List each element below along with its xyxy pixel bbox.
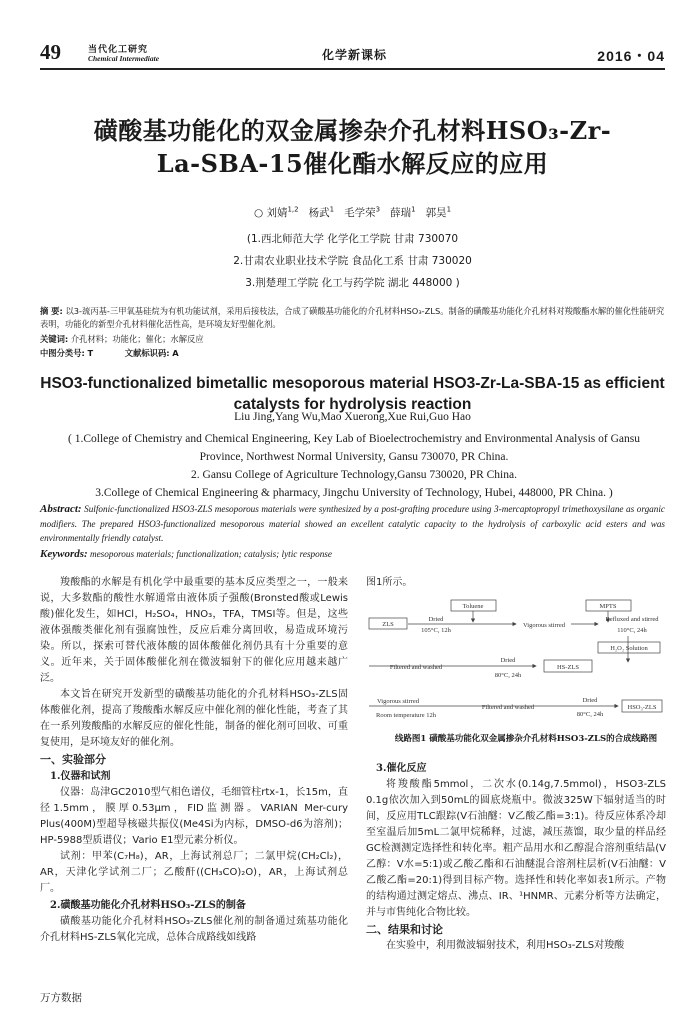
body-left-column bbox=[40, 575, 348, 946]
keywords-en bbox=[40, 548, 665, 560]
scheme-label: HSO₃-ZLS bbox=[627, 704, 657, 711]
author-marker: ○ bbox=[253, 207, 267, 219]
affiliation-en-1: ( 1.College of Chemistry and Chemical Engineering, Key Lab of Bioelectrochemistry and Environmental Analysis of Gansu bbox=[68, 433, 640, 445]
affiliation-cn-3: 3.荆楚理工学院 化工与药学院 湖北 448000 ) bbox=[245, 277, 460, 289]
keywords-en-text: mesoporous materials; functionalization; catalysis; lytic response bbox=[89, 549, 332, 559]
scheme-label: ZLS bbox=[382, 621, 394, 628]
affiliation-en-3: 3.College of Chemical Engineering & pharmacy, Jingchu University of Technology, Hubei, 448000, PR China. ) bbox=[95, 487, 613, 499]
authors-cn bbox=[40, 205, 665, 220]
scheme-label: Vigorous stirred bbox=[522, 622, 566, 629]
affiliation-cn-2: 2.甘肃农业职业技术学院 食品化工系 甘肃 730020 bbox=[233, 255, 472, 267]
intro-paragraph-2: 本文旨在研究开发新型的磺酸基功能化的介孔材料HSO₃-ZLS固体酸催化剂，提高了羧酸酯水解反应中催化剂的催化性能，考查了其在一系列羧酸酯的水解反应的催化性能，制备的催化剂可回收、可重复使用，是环境友好的催化剂。 bbox=[40, 689, 348, 748]
scheme-label: Vigorous stirred bbox=[376, 698, 420, 705]
scheme-diagram bbox=[366, 598, 666, 728]
abstract-cn bbox=[40, 305, 665, 331]
subsection-heading-1-2: 2.磺酸基功能化介孔材料HSO₃-ZLS的制备 bbox=[50, 900, 246, 911]
keywords-cn-text: 介孔材料；功能化；催化；水解反应 bbox=[70, 334, 204, 344]
scheme-label: Dried bbox=[428, 616, 444, 623]
author-name: 薛瑞 bbox=[390, 207, 412, 219]
scheme-label: H₂O₂ Solution bbox=[610, 645, 648, 652]
doc-label: 文献标识码: bbox=[124, 348, 170, 358]
subsection-heading-1-3: 3.催化反应 bbox=[376, 763, 427, 774]
body-right-column bbox=[366, 760, 666, 954]
scheme-label: Room temperature 12h bbox=[376, 712, 436, 719]
issue-label: 2016・04 bbox=[597, 48, 665, 64]
title-cn-line1: 磺酸基功能化的双金属掺杂介孔材料HSO₃-Zr- bbox=[93, 116, 612, 145]
author-sup: 1,2 bbox=[287, 205, 299, 214]
affiliation-en-2: 2. Gansu College of Agriculture Technology,Gansu 730020, PR China. bbox=[191, 469, 517, 481]
title-cn-line2: La-SBA-15催化酯水解反应的应用 bbox=[156, 149, 549, 178]
reagents-paragraph: 试剂：甲苯(C₇H₈)，AR，上海试剂总厂；二氯甲烷(CH₂Cl₂)，AR，天津化学试剂二厂；乙酸酐((CH₃CO)₂O)，AR，上海试剂总厂。 bbox=[40, 851, 348, 894]
affiliation-cn-1: (1.西北师范大学 化学化工学院 甘肃 730070 bbox=[246, 233, 459, 245]
authors-en: Liu Jing,Yang Wu,Mao Xuerong,Xue Rui,Guo Hao bbox=[234, 411, 471, 423]
title-cn bbox=[40, 114, 665, 180]
keywords-en-label: Keywords: bbox=[40, 548, 88, 560]
journal-name-cn: 当代化工研究 bbox=[88, 45, 149, 55]
scheme-label: Dried bbox=[500, 657, 516, 664]
scheme-label: Refluxed and stirred bbox=[605, 616, 659, 623]
scheme-label: 80°C, 24h bbox=[576, 711, 604, 718]
scheme-label: 105°C, 12h bbox=[421, 627, 451, 634]
page-number: 49 bbox=[40, 40, 61, 64]
author-sup: 3 bbox=[375, 205, 381, 214]
author-sup: 1 bbox=[411, 205, 416, 214]
page-header bbox=[40, 40, 665, 66]
clc-label: 中图分类号: bbox=[40, 348, 85, 358]
section-name: 化学新课标 bbox=[322, 48, 388, 62]
abstract-en bbox=[40, 502, 665, 546]
abstract-en-label: Abstract: bbox=[40, 503, 82, 515]
figure-intro: 图1所示。 bbox=[366, 577, 413, 588]
figure-caption: 线路图1 磺酸基功能化双金属掺杂介孔材料HSO3-ZLS的合成线路图 bbox=[394, 734, 658, 744]
abstract-cn-text: 以3-巯丙基-三甲氧基硅烷为有机功能试剂，采用后接枝法，合成了磺酸基功能化的介孔材料HSO₃-ZLS。制备的磺酸基功能化介孔材料对羧酸酯水解的催化性能研究表明，功能化的新型介孔材料催化活性高，是环境友好型催化剂。 bbox=[40, 306, 665, 329]
author-name: 杨武 bbox=[308, 207, 330, 219]
author-name: 刘婧 bbox=[266, 207, 288, 219]
scheme-label: HS-ZLS bbox=[556, 664, 580, 671]
preparation-paragraph: 磺酸基功能化介孔材料HSO₃-ZLS催化剂的制备通过巯基功能化介孔材料HS-ZLS氧化完成，总体合成路线如线路 bbox=[40, 916, 348, 943]
author-sup: 1 bbox=[329, 205, 335, 214]
footer-watermark: 万方数据 bbox=[40, 992, 82, 1004]
reaction-paragraph: 将羧酸酯5mmol，二次水(0.14g,7.5mmol)，HSO3-ZLS 0.1g依次加入到50mL的圆底烧瓶中。微波325W下辐射适当的时间，反应用TLC跟踪(V石油醚：V乙酸乙酯=3:1)。待反应体系冷却至室温后加5mL二氯甲烷稀释，过滤，减压蒸馏，取少量的样品经GC检测测定选择性和转化率。粗产品用水和乙醇混合溶剂重结晶(V乙醇：V水=5:1)或乙酸乙酯和石油醚混合溶剂柱层析(V石油醚：V乙酸乙酯=20:1)得到目标产物。选择性和转化率如表1所示。产物的结构通过测定熔点、沸点、IR、¹HNMR、元素分析等方法确定，并与市售纯化合物比较。 bbox=[366, 779, 666, 918]
synthesis-scheme bbox=[366, 598, 666, 728]
scheme-label: 80°C, 24h bbox=[494, 672, 522, 679]
scheme-label: Dried bbox=[582, 697, 598, 704]
scheme-label: MPTS bbox=[599, 603, 617, 610]
author-name: 郭昊 bbox=[425, 207, 447, 219]
clc-value: T bbox=[87, 348, 94, 358]
journal-name-en: Chemical Intermediate bbox=[88, 54, 160, 63]
scheme-label: Toluene bbox=[462, 603, 484, 610]
header-rule bbox=[40, 68, 665, 70]
abstract-en-text: Sulfonic-functionalized HSO3-ZLS mesoporous materials were synthesized by a post-grafting procedure using 3-mercaptopropyl trimethoxysilane as organic modifiers. The prepared HSO3-functionalized mesoporous material showed an excellent catalytic capacity to the hydrolysis of carboxylic acid esters and was environmentally friendly catalyst. bbox=[40, 504, 665, 543]
keywords-cn bbox=[40, 333, 665, 346]
instruments-paragraph: 仪器：岛津GC2010型气相色谱仪，毛细管柱rtx-1，长15m，直径1.5mm，膜厚0.53μm，FID监测器。VARIAN Mer-cury Plus(400M)型超导核磁共振仪(Me4Si为内标，DMSO-d6为溶剂)；HP-5988型质谱仪；Vario E1型元素分析仪。 bbox=[40, 787, 348, 846]
subsection-heading-1-1: 1.仪器和试剂 bbox=[50, 771, 111, 782]
results-paragraph: 在实验中，利用微波辐射技术，利用HSO₃-ZLS对羧酸 bbox=[386, 940, 625, 951]
scheme-label: Filtered and washed bbox=[481, 704, 535, 711]
author-name: 毛学荣 bbox=[344, 207, 376, 219]
section-heading-2: 二、结果和讨论 bbox=[366, 923, 443, 936]
classification-cn bbox=[40, 347, 665, 360]
affiliations-en bbox=[44, 430, 664, 502]
section-heading-1: 一、实验部分 bbox=[40, 753, 106, 766]
keywords-cn-label: 关键词: bbox=[40, 334, 69, 344]
title-en-line1: HSO3-functionalized bimetallic mesoporous material HSO3-Zr-La-SBA-15 as efficient bbox=[40, 375, 665, 392]
title-en bbox=[40, 373, 665, 415]
intro-paragraph-1: 羧酸酯的水解是有机化学中最重要的基本反应类型之一，一般来说，大多数酯的酸性水解通常由液体质子强酸(Bronsted酸或Lewis酸)催化发生，如HCl，H₂SO₄，HNO₃，TFA，TMSI等。但是，这些液体强酸类催化剂有强腐蚀性，反应后难分离回收，易造成环境污染。所以，探索可替代液体酸的固体酸催化剂仍具有十分重要的意义。近年来，关于固体酸催化剂在微波辐射下的催化应用越来越广泛。 bbox=[40, 577, 348, 684]
scheme-label: 110°C, 24h bbox=[617, 627, 647, 634]
title-en-line2: catalysts for hydrolysis reaction bbox=[233, 396, 472, 413]
affiliation-en-1b: Province, Northwest Normal University, Gansu 730070, PR China. bbox=[199, 451, 509, 463]
doc-value: A bbox=[172, 348, 179, 358]
abstract-cn-label: 摘 要: bbox=[40, 306, 63, 316]
author-sup: 1 bbox=[446, 205, 452, 214]
scheme-label: Filtered and washed bbox=[389, 664, 443, 671]
